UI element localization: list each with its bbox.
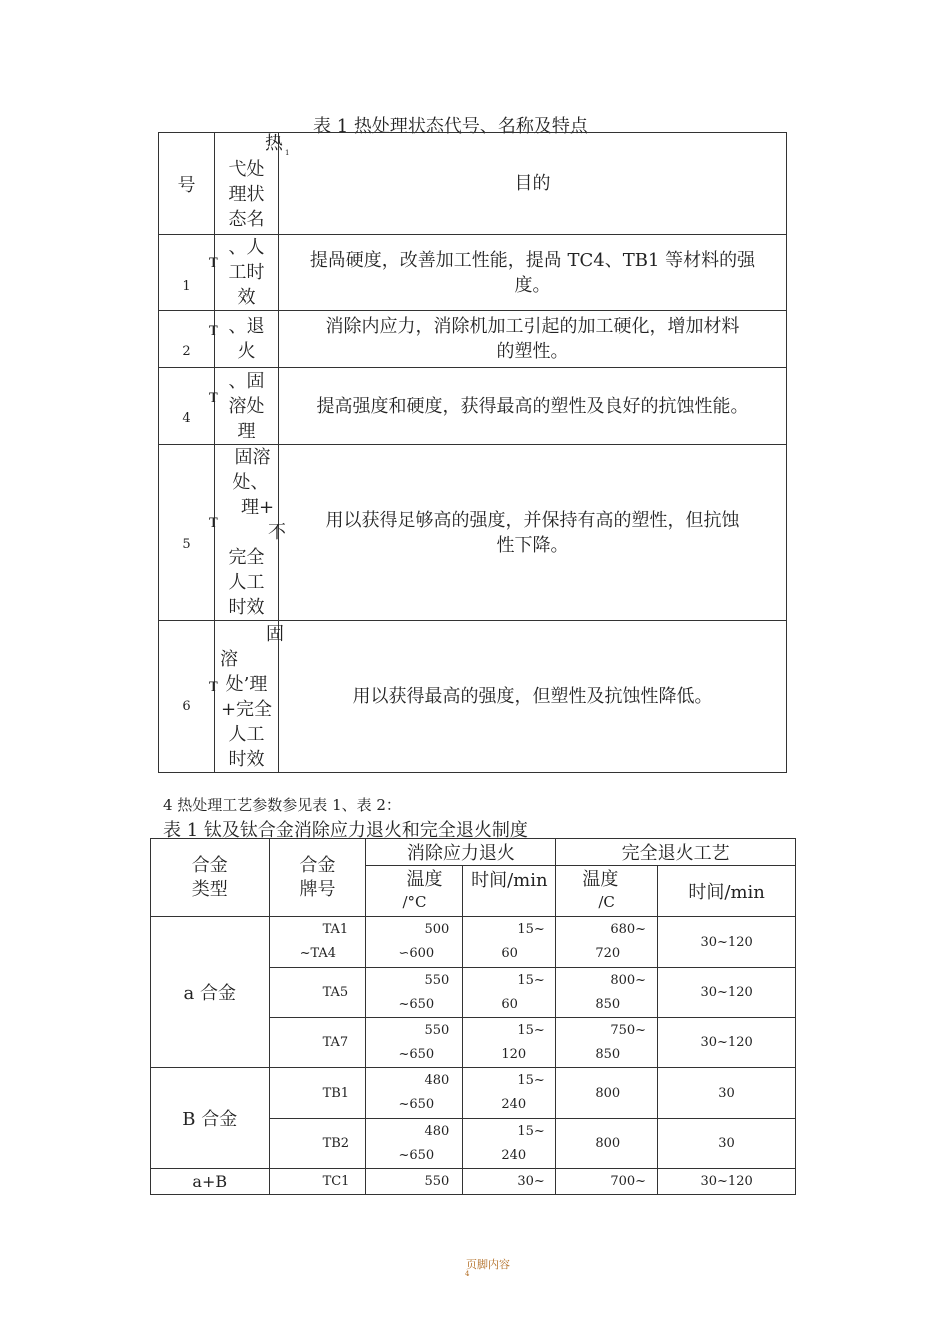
row-purpose: 提高强度和硬度，获得最高的塑性及良好的抗蚀性能。 [279, 368, 787, 445]
cell-time1: 15~ 240 [463, 1068, 556, 1119]
cell-grade: TB2 [269, 1119, 366, 1169]
header-name-lines: 弋处 理状 态名 [228, 159, 265, 230]
cell-time2: 30~120 [658, 917, 796, 968]
cell-temp2: 800 [556, 1068, 658, 1119]
header-purpose: 目的 [279, 133, 787, 235]
cell-temp1: 550 ~650 [366, 1018, 463, 1068]
cell-time1: 30~ [463, 1169, 556, 1195]
header-stress-relief: 消除应力退火 [366, 839, 556, 866]
cell-time1: 15~ 60 [463, 917, 556, 968]
annealing-schedule-table [150, 838, 796, 1195]
row-name: T 、退 火 [215, 311, 279, 368]
cell-grade: TA5 [269, 968, 366, 1018]
cell-grade: TA1 ~TA4 [269, 917, 366, 968]
row-name: T 固溶 处、 理+ 不 完全 人工 时效 [215, 445, 279, 621]
cell-time2: 30~120 [658, 1169, 796, 1195]
row-purpose: 消除内应力，消除机加工引起的加工硬化，增加材料 的塑性。 [279, 311, 787, 368]
cell-temp2: 800 [556, 1119, 658, 1169]
table-row [151, 1169, 796, 1195]
row-purpose: 提咼硬度，改善加工性能，提咼 TC4、TB1 等材料的强 度。 [279, 235, 787, 311]
table-row [159, 368, 787, 445]
row-purpose: 用以获得足够高的强度，并保持有高的塑性，但抗蚀 性下降。 [279, 445, 787, 621]
cell-grade: TC1 [269, 1169, 366, 1195]
cell-temp1: 500 ∽600 [366, 917, 463, 968]
section-heading: 4 热处理工艺参数参见表 1、表 2： [163, 796, 401, 814]
header-time1: 时间/min [463, 866, 556, 917]
cell-temp2: 800~ 850 [556, 968, 658, 1018]
cell-temp1: 550 [366, 1169, 463, 1195]
table-row [159, 311, 787, 368]
header-alloy-grade: 合金 牌号 [269, 839, 366, 917]
row-name: T 、固 溶处 理 [215, 368, 279, 445]
table-row [151, 1068, 796, 1119]
row-name: T 固 溶 处’理 +完全 人工 时效 [215, 621, 279, 773]
cell-temp1: 480 ~650 [366, 1119, 463, 1169]
row-purpose: 用以获得最高的强度，但塑性及抗蚀性降低。 [279, 621, 787, 773]
row-num: 1 [159, 235, 215, 311]
header-name: 热 1 弋处 理状 态名 [215, 133, 279, 235]
header-temp2: 温度 /C [556, 866, 658, 917]
table-row [159, 621, 787, 773]
table-row [151, 839, 796, 866]
header-alloy-type: 合金 类型 [151, 839, 270, 917]
cell-temp1: 480 ~650 [366, 1068, 463, 1119]
row-num: 4 [159, 368, 215, 445]
group-b-alloy: B 合金 [151, 1068, 270, 1169]
page-number: 4 [465, 1270, 470, 1278]
row-num: 6 [159, 621, 215, 773]
header-time2: 时间/min [658, 866, 796, 917]
table1-title: 表 1 热处理状态代号、名称及特点 [313, 116, 588, 137]
group-a-alloy: a 合金 [151, 917, 270, 1068]
header-temp1: 温度 /°C [366, 866, 463, 917]
cell-temp2: 700~ [556, 1169, 658, 1195]
cell-time1: 15~ 120 [463, 1018, 556, 1068]
table2-title: 表 1 钛及钛合金消除应力退火和完全退火制度 [163, 820, 528, 841]
row-name: T 、人 工时 效 [215, 235, 279, 311]
table-row [159, 445, 787, 621]
cell-time2: 30 [658, 1068, 796, 1119]
cell-time2: 30~120 [658, 968, 796, 1018]
cell-grade: TA7 [269, 1018, 366, 1068]
header-full-anneal: 完全退火工艺 [556, 839, 796, 866]
table-row [159, 133, 787, 235]
cell-time1: 15~ 240 [463, 1119, 556, 1169]
table-row [151, 917, 796, 968]
cell-time1: 15~ 60 [463, 968, 556, 1018]
row-num: 2 [159, 311, 215, 368]
cell-grade: TB1 [269, 1068, 366, 1119]
heat-treatment-state-table [158, 132, 787, 773]
cell-temp2: 680~ 720 [556, 917, 658, 968]
cell-time2: 30~120 [658, 1018, 796, 1068]
cell-temp2: 750~ 850 [556, 1018, 658, 1068]
header-num: 号 [159, 133, 215, 235]
group-ab-alloy: a+B [151, 1169, 270, 1195]
cell-time2: 30 [658, 1119, 796, 1169]
table-row [159, 235, 787, 311]
page-footer: 页脚内容 [466, 1258, 510, 1271]
cell-temp1: 550 ~650 [366, 968, 463, 1018]
row-num: 5 [159, 445, 215, 621]
